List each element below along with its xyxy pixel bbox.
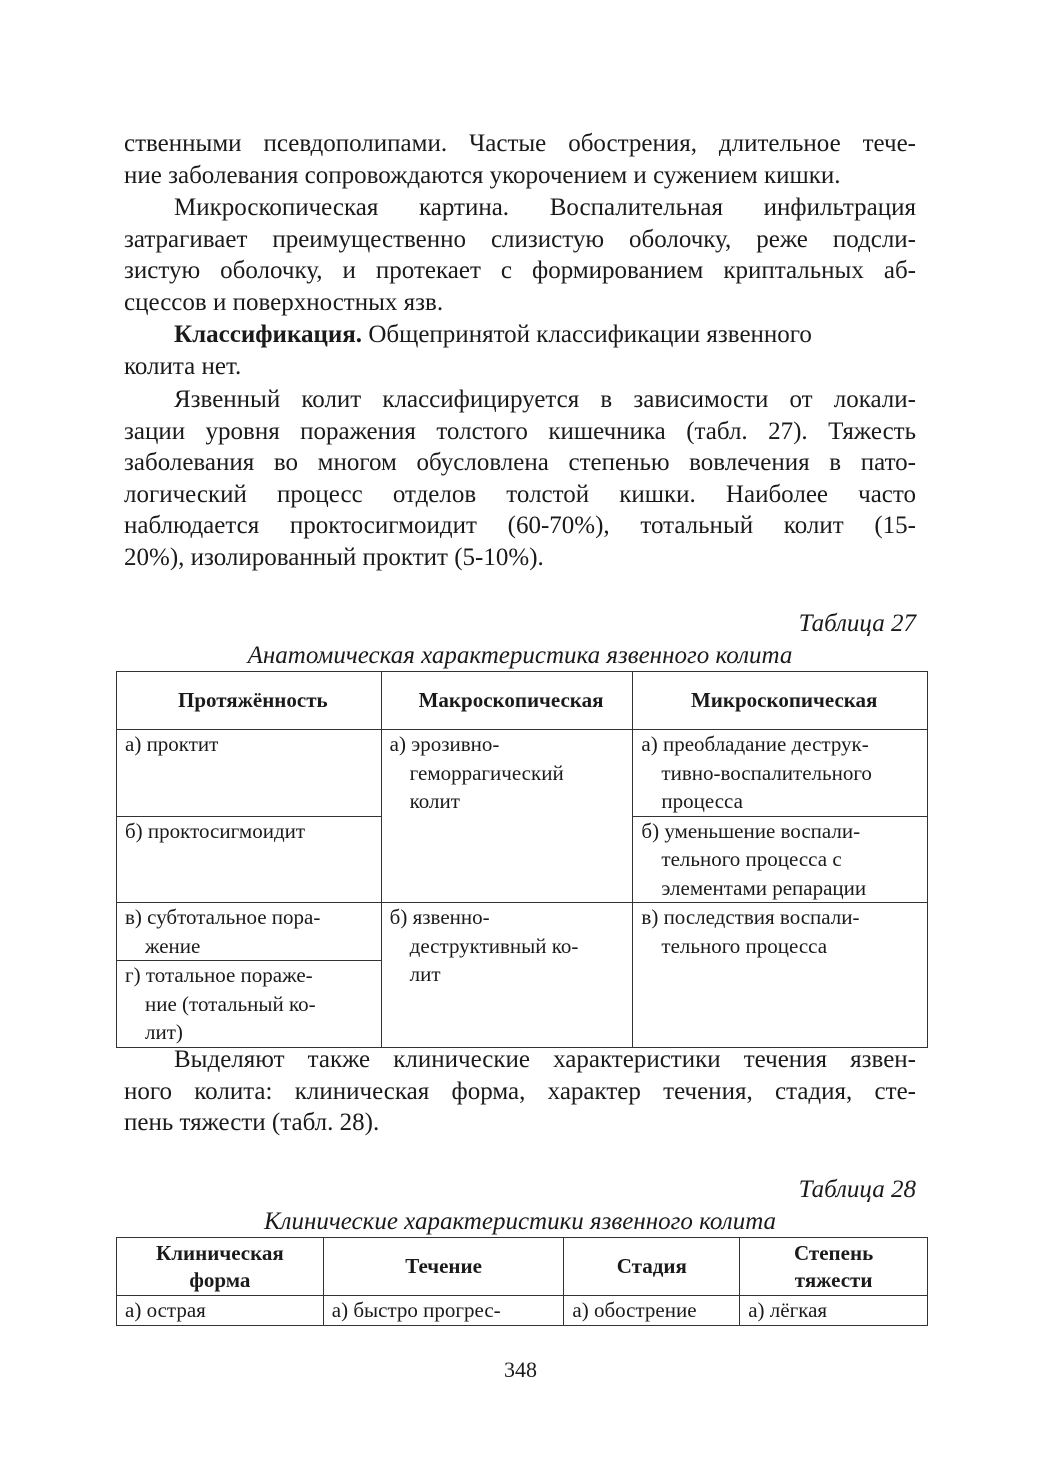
cell-text: в) субтотальное пора- жение bbox=[125, 905, 321, 958]
table-row bbox=[117, 903, 928, 961]
classification-line bbox=[124, 319, 916, 351]
page-number: 348 bbox=[504, 1357, 537, 1382]
text-line: зации уровня поражения толстого кишечника (табл. 27). Тяжесть bbox=[124, 417, 916, 445]
table-27 bbox=[116, 671, 928, 1048]
table-cell bbox=[381, 903, 633, 1048]
header-severity: Степень тяжести bbox=[740, 1238, 928, 1296]
text-line: заболевания во многом обусловлена степенью вовлечения в пато- bbox=[124, 449, 916, 476]
header-course: Течение bbox=[323, 1238, 564, 1296]
table-cell: а) быстро прогрес- bbox=[323, 1296, 564, 1326]
header-micro: Микроскопическая bbox=[633, 672, 928, 730]
table-28 bbox=[116, 1237, 928, 1326]
cell-text: в) последствия воспали- тельного процесса bbox=[641, 905, 860, 958]
text-line: Язвенный колит классифицируется в зависимости от локали- bbox=[174, 386, 916, 413]
table-row bbox=[117, 730, 928, 817]
table-cell: а) лёгкая bbox=[740, 1296, 928, 1326]
cell-text: г) тотальное пораже- ние (тотальный ко- лит) bbox=[125, 963, 316, 1044]
text-line: 20%), изолированный проктит (5-10%). bbox=[124, 543, 544, 571]
table-27-label: Таблица 27 bbox=[798, 610, 916, 637]
cell-text: б) язвенно- деструктивный ко- лит bbox=[389, 905, 579, 986]
table-cell bbox=[381, 730, 633, 903]
table-cell bbox=[117, 903, 382, 961]
table-27-caption: Анатомическая характеристика язвенного колита bbox=[247, 642, 793, 669]
cell-text: а) эрозивно- геморрагический колит bbox=[389, 732, 564, 813]
text-line: зистую оболочку, и протекает с формированием криптальных аб- bbox=[124, 257, 916, 284]
table-cell bbox=[117, 961, 382, 1048]
text-span: Общепринятой классификации язвенного bbox=[362, 321, 812, 348]
table-cell bbox=[117, 816, 382, 903]
text-line: Микроскопическая картина. Воспалительная инфильтрация bbox=[174, 194, 916, 221]
table-cell: а) обострение bbox=[564, 1296, 740, 1326]
text-line: затрагивает преимущественно слизистую оболочку, реже подсли- bbox=[124, 225, 916, 253]
table-header-row bbox=[117, 1238, 928, 1296]
header-extent: Протяжённость bbox=[117, 672, 382, 730]
header-stage: Стадия bbox=[564, 1238, 740, 1296]
table-header-row bbox=[117, 672, 928, 730]
text-line: ного колита: клиническая форма, характер течения, стадия, сте- bbox=[124, 1077, 916, 1105]
cell-text: б) уменьшение воспали- тельного процесса с элементами репарации bbox=[641, 818, 867, 900]
table-cell bbox=[633, 816, 928, 903]
text-line: логический процесс отделов толстой кишки. Наиболее часто bbox=[124, 480, 916, 508]
cell-text: б) проктосигмоидит bbox=[125, 818, 306, 843]
table-row bbox=[117, 1296, 928, 1326]
text-line: Выделяют также клинические характеристики течения язвен- bbox=[174, 1046, 916, 1073]
text-line: колита нет. bbox=[124, 352, 242, 380]
table-28-caption: Клинические характеристики язвенного колита bbox=[263, 1208, 777, 1235]
text-line: сцессов и поверхностных язв. bbox=[124, 288, 444, 316]
text-line: ние заболевания сопровождаются укорочением и сужением кишки. bbox=[124, 161, 841, 189]
table-cell bbox=[117, 730, 382, 817]
cell-text: а) преобладание деструк- тивно-воспалительного процесса bbox=[641, 732, 872, 813]
classification-heading: Классификация. bbox=[174, 321, 363, 348]
header-macro: Макроскопическая bbox=[381, 672, 633, 730]
table-cell: а) острая bbox=[117, 1296, 324, 1326]
text-line: пень тяжести (табл. 28). bbox=[124, 1109, 380, 1136]
header-clinical-form: Клиническая форма bbox=[117, 1238, 324, 1296]
text-line: наблюдается проктосигмоидит (60-70%), тотальный колит (15- bbox=[124, 512, 916, 539]
table-cell bbox=[633, 730, 928, 817]
table-28-label: Таблица 28 bbox=[798, 1176, 916, 1203]
text-line: ственными псевдополипами. Частые обострения, длительное тече- bbox=[124, 130, 916, 157]
table-cell bbox=[633, 903, 928, 1048]
cell-text: а) проктит bbox=[125, 732, 219, 756]
